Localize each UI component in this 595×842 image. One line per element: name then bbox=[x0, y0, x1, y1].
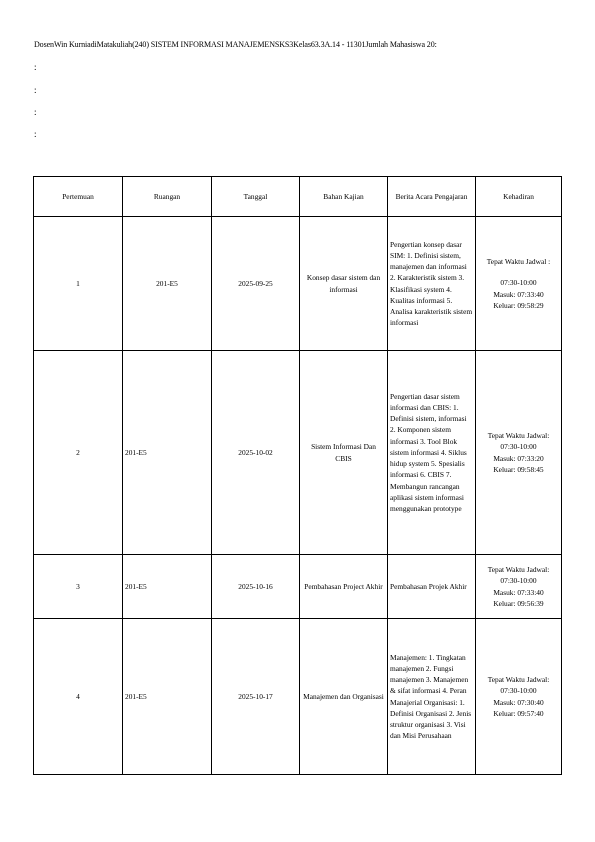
table-row bbox=[34, 217, 562, 351]
cell-tanggal: 2025-10-02 bbox=[212, 351, 300, 555]
cell-berita-acara: Pembahasan Projek Akhir bbox=[388, 555, 476, 619]
kehadiran-masuk: Masuk: 07:33:20 bbox=[493, 453, 544, 463]
attendance-table bbox=[33, 176, 562, 775]
column-header-pertemuan: Pertemuan bbox=[34, 177, 123, 217]
cell-kehadiran bbox=[476, 351, 562, 555]
table-row bbox=[34, 351, 562, 555]
kehadiran-status: Tepat Waktu Jadwal: 07:30-10:00 bbox=[487, 675, 550, 696]
cell-kehadiran bbox=[476, 217, 562, 351]
cell-pertemuan: 1 bbox=[34, 217, 123, 351]
cell-pertemuan: 4 bbox=[34, 619, 123, 775]
cell-pertemuan: 3 bbox=[34, 555, 123, 619]
cell-kehadiran bbox=[476, 619, 562, 775]
colon-field-2: : bbox=[34, 85, 37, 95]
cell-bahan-kajian: Sistem Informasi Dan CBIS bbox=[300, 351, 388, 555]
table-row bbox=[34, 619, 562, 775]
cell-ruangan: 201-E5 bbox=[123, 619, 212, 775]
cell-pertemuan: 2 bbox=[34, 351, 123, 555]
kehadiran-jadwal: 07:30-10:00 bbox=[500, 278, 537, 288]
cell-bahan-kajian: Konsep dasar sistem dan informasi bbox=[300, 217, 388, 351]
colon-field-1: : bbox=[34, 62, 37, 72]
column-header-tanggal: Tanggal bbox=[212, 177, 300, 217]
cell-tanggal: 2025-10-17 bbox=[212, 619, 300, 775]
cell-berita-acara: Manajemen: 1. Tingkatan manajemen 2. Fungsi manajemen 3. Manajemen & sifat informasi 4. Peran Manajerial Organisasi: 1. Definisi Organisasi 2. Jenis struktur organisasi 3. Visi dan Misi Perusahaan bbox=[388, 619, 476, 775]
kehadiran-keluar: Keluar: 09:57:40 bbox=[493, 708, 544, 718]
kehadiran-masuk: Masuk: 07:30:40 bbox=[493, 697, 544, 707]
cell-berita-acara: Pengertian konsep dasar SIM: 1. Definisi sistem, manajemen dan informasi 2. Karakteristik sistem 3. Klasifikasi system 4. Kualitas informasi 5. Analisa karakteristik sistem informasi bbox=[388, 217, 476, 351]
cell-bahan-kajian: Manajemen dan Organisasi bbox=[300, 619, 388, 775]
table-row bbox=[34, 555, 562, 619]
document-header: DosenWin KurniadiMatakuliah(240) SISTEM INFORMASI MANAJEMENSKS3Kelas63.3A.14 - 11301Jumlah Mahasiswa 20: bbox=[34, 40, 437, 49]
kehadiran-masuk: Masuk: 07:33:40 bbox=[493, 289, 544, 299]
table-header-row bbox=[34, 177, 562, 217]
colon-field-3: : bbox=[34, 107, 37, 117]
colon-field-4: : bbox=[34, 129, 37, 139]
kehadiran-keluar: Keluar: 09:58:45 bbox=[493, 464, 544, 474]
kehadiran-status: Tepat Waktu Jadwal: 07:30-10:00 bbox=[487, 565, 550, 586]
column-header-kehadiran: Kehadiran bbox=[476, 177, 562, 217]
kehadiran-keluar: Keluar: 09:58:29 bbox=[493, 300, 544, 310]
kehadiran-keluar: Keluar: 09:56:39 bbox=[493, 598, 544, 608]
kehadiran-status: Tepat Waktu Jadwal : bbox=[486, 257, 551, 267]
cell-tanggal: 2025-10-16 bbox=[212, 555, 300, 619]
cell-ruangan: 201-E5 bbox=[123, 351, 212, 555]
cell-berita-acara: Pengertian dasar sistem informasi dan CBIS: 1. Definisi sistem, informasi 2. Komponen sistem informasi 3. Tool Blok sistem informasi 4. Siklus hidup system 5. Spesialis informasi 6. CBIS 7. Membangun rancangan aplikasi sistem informasi menggunakan prototype bbox=[388, 351, 476, 555]
cell-ruangan: 201-E5 bbox=[123, 217, 212, 351]
cell-ruangan: 201-E5 bbox=[123, 555, 212, 619]
kehadiran-status: Tepat Waktu Jadwal: 07:30-10:00 bbox=[487, 431, 550, 452]
kehadiran-masuk: Masuk: 07:33:40 bbox=[493, 587, 544, 597]
cell-bahan-kajian: Pembahasan Project Akhir bbox=[300, 555, 388, 619]
cell-tanggal: 2025-09-25 bbox=[212, 217, 300, 351]
column-header-bahan-kajian: Bahan Kajian bbox=[300, 177, 388, 217]
column-header-ruangan: Ruangan bbox=[123, 177, 212, 217]
cell-kehadiran bbox=[476, 555, 562, 619]
column-header-berita-acara: Berita Acara Pengajaran bbox=[388, 177, 476, 217]
